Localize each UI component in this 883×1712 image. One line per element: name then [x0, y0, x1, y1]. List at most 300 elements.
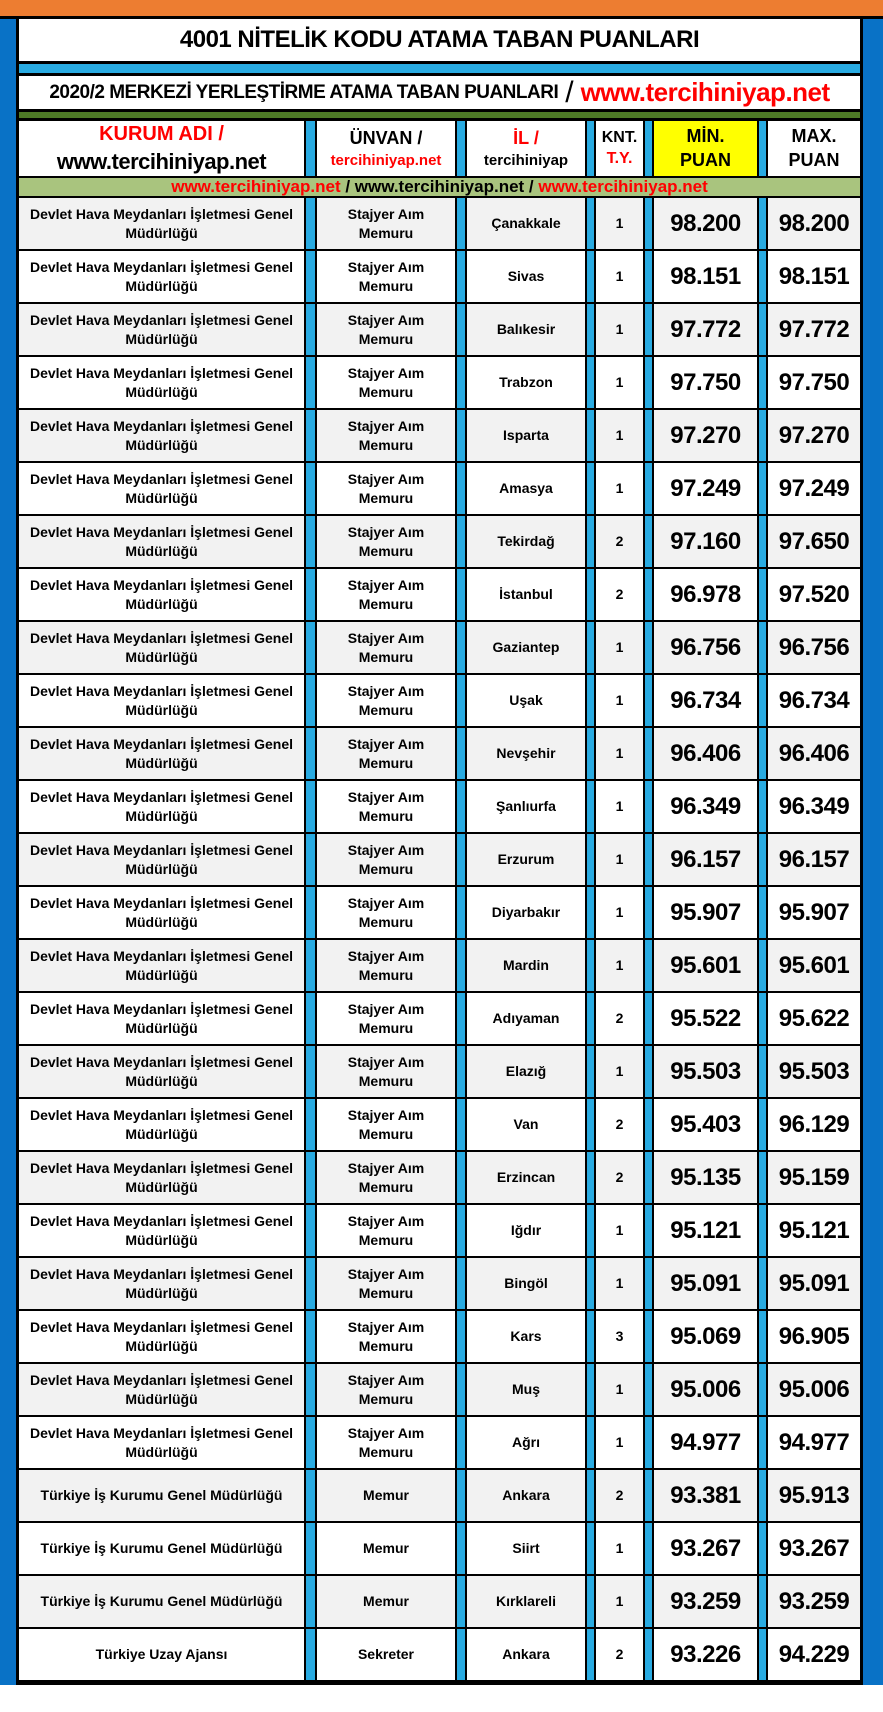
- header-max-puan: [768, 121, 860, 178]
- column-separator: [643, 622, 654, 675]
- column-separator: [304, 1417, 317, 1470]
- min-puan-cell: 95.907: [654, 887, 757, 940]
- unvan-cell: Stajyer Aım Memuru: [317, 463, 455, 516]
- column-separator: [643, 1576, 654, 1629]
- column-separator: [643, 1099, 654, 1152]
- kurum-cell: Devlet Hava Meydanları İşletmesi Genel Müdürlüğü: [19, 622, 304, 675]
- max-puan-cell: 95.006: [768, 1364, 860, 1417]
- knt-cell: 1: [596, 1576, 643, 1629]
- column-separator: [757, 463, 768, 516]
- column-separator: [757, 198, 768, 251]
- max-puan-cell: 96.157: [768, 834, 860, 887]
- kurum-cell: Devlet Hava Meydanları İşletmesi Genel Müdürlüğü: [19, 304, 304, 357]
- knt-cell: 1: [596, 357, 643, 410]
- unvan-cell: Stajyer Aım Memuru: [317, 357, 455, 410]
- min-puan-cell: 93.259: [654, 1576, 757, 1629]
- knt-cell: 1: [596, 198, 643, 251]
- column-separator: [757, 1152, 768, 1205]
- column-separator: [757, 304, 768, 357]
- il-cell: Bingöl: [467, 1258, 585, 1311]
- max-puan-cell: 95.601: [768, 940, 860, 993]
- kurum-cell: Devlet Hava Meydanları İşletmesi Genel Müdürlüğü: [19, 198, 304, 251]
- knt-cell: 2: [596, 1152, 643, 1205]
- unvan-cell: Stajyer Aım Memuru: [317, 675, 455, 728]
- il-cell: Tekirdağ: [467, 516, 585, 569]
- promo-link-2[interactable]: www.tercihiniyap.net: [354, 177, 525, 196]
- cyan-divider: [19, 64, 860, 76]
- column-separator: [585, 1258, 596, 1311]
- knt-cell: 2: [596, 1629, 643, 1682]
- il-cell: Erzurum: [467, 834, 585, 887]
- column-separator: [455, 1523, 467, 1576]
- il-cell: Elazığ: [467, 1046, 585, 1099]
- header-unvan-line1: ÜNVAN /: [349, 128, 423, 148]
- column-separator: [585, 410, 596, 463]
- knt-cell: 2: [596, 516, 643, 569]
- max-puan-cell: 97.249: [768, 463, 860, 516]
- kurum-cell: Devlet Hava Meydanları İşletmesi Genel Müdürlüğü: [19, 251, 304, 304]
- column-separator: [455, 1099, 467, 1152]
- kurum-cell: Türkiye İş Kurumu Genel Müdürlüğü: [19, 1470, 304, 1523]
- column-separator: [455, 1311, 467, 1364]
- column-separator: [304, 1258, 317, 1311]
- header-knt-line1: KNT.: [601, 129, 638, 146]
- column-separator: [643, 1364, 654, 1417]
- column-separator: [455, 1629, 467, 1682]
- column-separator: [643, 887, 654, 940]
- column-separator: [585, 781, 596, 834]
- min-puan-cell: 98.151: [654, 251, 757, 304]
- column-separator: [304, 728, 317, 781]
- column-separator: [643, 516, 654, 569]
- column-separator: [585, 1205, 596, 1258]
- column-separator: [643, 834, 654, 887]
- column-separator: [455, 1470, 467, 1523]
- page-title: [19, 19, 860, 64]
- unvan-cell: Stajyer Aım Memuru: [317, 251, 455, 304]
- min-puan-cell: 95.522: [654, 993, 757, 1046]
- column-separator: [304, 1364, 317, 1417]
- max-puan-cell: 94.977: [768, 1417, 860, 1470]
- knt-cell: 1: [596, 622, 643, 675]
- max-puan-cell: 95.907: [768, 887, 860, 940]
- min-puan-cell: 96.349: [654, 781, 757, 834]
- column-separator: [455, 993, 467, 1046]
- unvan-cell: Stajyer Aım Memuru: [317, 1046, 455, 1099]
- column-separator: [585, 121, 596, 178]
- min-puan-cell: 93.226: [654, 1629, 757, 1682]
- knt-cell: 2: [596, 1099, 643, 1152]
- column-separator: [304, 463, 317, 516]
- column-separator: [304, 675, 317, 728]
- column-separator: [643, 1205, 654, 1258]
- column-separator: [585, 1152, 596, 1205]
- kurum-cell: Türkiye İş Kurumu Genel Müdürlüğü: [19, 1576, 304, 1629]
- column-separator: [585, 1364, 596, 1417]
- orange-top-bar: [0, 0, 883, 19]
- unvan-cell: Stajyer Aım Memuru: [317, 781, 455, 834]
- il-cell: Mardin: [467, 940, 585, 993]
- subtitle-bar: [19, 76, 860, 112]
- column-separator: [585, 675, 596, 728]
- column-separator: [304, 1046, 317, 1099]
- il-cell: Trabzon: [467, 357, 585, 410]
- header-unvan: [317, 121, 455, 178]
- column-separator: [304, 304, 317, 357]
- column-separator: [643, 993, 654, 1046]
- column-separator: [304, 781, 317, 834]
- il-cell: Şanlıurfa: [467, 781, 585, 834]
- column-separator: [455, 940, 467, 993]
- kurum-cell: Devlet Hava Meydanları İşletmesi Genel Müdürlüğü: [19, 728, 304, 781]
- max-puan-cell: 95.159: [768, 1152, 860, 1205]
- column-separator: [455, 1417, 467, 1470]
- min-puan-cell: 98.200: [654, 198, 757, 251]
- min-puan-cell: 96.157: [654, 834, 757, 887]
- column-separator: [304, 622, 317, 675]
- unvan-cell: Stajyer Aım Memuru: [317, 1311, 455, 1364]
- knt-cell: 2: [596, 993, 643, 1046]
- column-separator: [455, 463, 467, 516]
- header-kurum-line1: KURUM ADI /: [99, 122, 224, 145]
- column-separator: [585, 1576, 596, 1629]
- max-puan-cell: 96.406: [768, 728, 860, 781]
- column-separator: [304, 516, 317, 569]
- table-body: [19, 198, 860, 1685]
- header-knt: [596, 121, 643, 178]
- promo-separator-1: /: [340, 177, 355, 196]
- il-cell: Diyarbakır: [467, 887, 585, 940]
- unvan-cell: Stajyer Aım Memuru: [317, 1099, 455, 1152]
- min-puan-cell: 95.403: [654, 1099, 757, 1152]
- kurum-cell: Devlet Hava Meydanları İşletmesi Genel Müdürlüğü: [19, 993, 304, 1046]
- knt-cell: 1: [596, 728, 643, 781]
- column-separator: [643, 781, 654, 834]
- knt-cell: 1: [596, 1258, 643, 1311]
- min-puan-cell: 96.756: [654, 622, 757, 675]
- knt-cell: 1: [596, 1417, 643, 1470]
- il-cell: Kırklareli: [467, 1576, 585, 1629]
- column-separator: [455, 198, 467, 251]
- max-puan-cell: 98.151: [768, 251, 860, 304]
- min-puan-cell: 96.406: [654, 728, 757, 781]
- subtitle-text: 2020/2 MERKEZİ YERLEŞTİRME ATAMA TABAN PUANLARI: [49, 81, 559, 103]
- kurum-cell: Türkiye İş Kurumu Genel Müdürlüğü: [19, 1523, 304, 1576]
- kurum-cell: Devlet Hava Meydanları İşletmesi Genel Müdürlüğü: [19, 1417, 304, 1470]
- column-separator: [455, 1205, 467, 1258]
- column-separator: [304, 1470, 317, 1523]
- il-cell: İstanbul: [467, 569, 585, 622]
- column-separator: [643, 251, 654, 304]
- max-puan-cell: 95.091: [768, 1258, 860, 1311]
- min-puan-cell: 97.750: [654, 357, 757, 410]
- kurum-cell: Devlet Hava Meydanları İşletmesi Genel Müdürlüğü: [19, 781, 304, 834]
- il-cell: Iğdır: [467, 1205, 585, 1258]
- max-puan-cell: 97.750: [768, 357, 860, 410]
- column-separator: [585, 728, 596, 781]
- unvan-cell: Stajyer Aım Memuru: [317, 834, 455, 887]
- min-puan-cell: 95.135: [654, 1152, 757, 1205]
- kurum-cell: Devlet Hava Meydanları İşletmesi Genel Müdürlüğü: [19, 1311, 304, 1364]
- il-cell: Isparta: [467, 410, 585, 463]
- subtitle-separator: /: [565, 75, 574, 109]
- min-puan-cell: 97.249: [654, 463, 757, 516]
- unvan-cell: Stajyer Aım Memuru: [317, 198, 455, 251]
- column-separator: [643, 1523, 654, 1576]
- column-separator: [757, 121, 768, 178]
- min-puan-cell: 95.503: [654, 1046, 757, 1099]
- max-puan-cell: 97.650: [768, 516, 860, 569]
- unvan-cell: Stajyer Aım Memuru: [317, 728, 455, 781]
- column-separator: [304, 993, 317, 1046]
- column-separator: [304, 121, 317, 178]
- max-puan-cell: 96.734: [768, 675, 860, 728]
- promo-link-1[interactable]: www.tercihiniyap.net: [171, 177, 341, 196]
- column-separator: [455, 304, 467, 357]
- column-separator: [757, 1311, 768, 1364]
- kurum-cell: Devlet Hava Meydanları İşletmesi Genel Müdürlüğü: [19, 834, 304, 887]
- knt-cell: 1: [596, 887, 643, 940]
- min-puan-cell: 95.121: [654, 1205, 757, 1258]
- header-kurum-link[interactable]: www.tercihiniyap.net: [56, 148, 267, 174]
- header-min-puan: [654, 121, 757, 178]
- header-il: [467, 121, 585, 178]
- column-separator: [757, 1523, 768, 1576]
- column-separator: [455, 834, 467, 887]
- max-puan-cell: 93.267: [768, 1523, 860, 1576]
- max-puan-cell: 96.129: [768, 1099, 860, 1152]
- il-cell: Erzincan: [467, 1152, 585, 1205]
- kurum-cell: Devlet Hava Meydanları İşletmesi Genel Müdürlüğü: [19, 675, 304, 728]
- header-il-line1: İL /: [513, 128, 539, 148]
- column-separator: [304, 1152, 317, 1205]
- kurum-cell: Devlet Hava Meydanları İşletmesi Genel Müdürlüğü: [19, 1364, 304, 1417]
- min-puan-cell: 97.160: [654, 516, 757, 569]
- knt-cell: 1: [596, 1523, 643, 1576]
- column-separator: [304, 251, 317, 304]
- max-puan-cell: 97.270: [768, 410, 860, 463]
- column-separator: [643, 1470, 654, 1523]
- column-separator: [757, 940, 768, 993]
- il-cell: Sivas: [467, 251, 585, 304]
- il-cell: Çanakkale: [467, 198, 585, 251]
- il-cell: Nevşehir: [467, 728, 585, 781]
- column-separator: [643, 1152, 654, 1205]
- right-border: [863, 19, 883, 1685]
- column-separator: [757, 569, 768, 622]
- column-separator: [455, 887, 467, 940]
- kurum-cell: Devlet Hava Meydanları İşletmesi Genel Müdürlüğü: [19, 940, 304, 993]
- knt-cell: 1: [596, 1205, 643, 1258]
- knt-cell: 1: [596, 834, 643, 887]
- column-separator: [643, 1629, 654, 1682]
- unvan-cell: Stajyer Aım Memuru: [317, 993, 455, 1046]
- il-cell: Kars: [467, 1311, 585, 1364]
- il-cell: Ağrı: [467, 1417, 585, 1470]
- max-puan-cell: 96.349: [768, 781, 860, 834]
- column-separator: [757, 251, 768, 304]
- column-separator: [757, 1417, 768, 1470]
- kurum-cell: Devlet Hava Meydanları İşletmesi Genel Müdürlüğü: [19, 569, 304, 622]
- unvan-cell: Stajyer Aım Memuru: [317, 940, 455, 993]
- max-puan-cell: 93.259: [768, 1576, 860, 1629]
- column-separator: [585, 887, 596, 940]
- unvan-cell: Stajyer Aım Memuru: [317, 1205, 455, 1258]
- max-puan-cell: 94.229: [768, 1629, 860, 1682]
- kurum-cell: Devlet Hava Meydanları İşletmesi Genel Müdürlüğü: [19, 887, 304, 940]
- knt-cell: 1: [596, 1364, 643, 1417]
- column-separator: [304, 1099, 317, 1152]
- column-separator: [585, 1046, 596, 1099]
- il-cell: Ankara: [467, 1629, 585, 1682]
- column-separator: [757, 1470, 768, 1523]
- column-separator: [585, 1311, 596, 1364]
- knt-cell: 2: [596, 1470, 643, 1523]
- unvan-cell: Sekreter: [317, 1629, 455, 1682]
- column-separator: [757, 781, 768, 834]
- column-separator: [643, 1258, 654, 1311]
- unvan-cell: Memur: [317, 1470, 455, 1523]
- column-separator: [757, 1205, 768, 1258]
- kurum-cell: Devlet Hava Meydanları İşletmesi Genel Müdürlüğü: [19, 1205, 304, 1258]
- header-min-line1: MİN.: [686, 126, 725, 146]
- column-separator: [585, 834, 596, 887]
- unvan-cell: Stajyer Aım Memuru: [317, 410, 455, 463]
- unvan-cell: Stajyer Aım Memuru: [317, 1152, 455, 1205]
- column-separator: [304, 198, 317, 251]
- column-separator: [585, 1470, 596, 1523]
- column-separator: [643, 940, 654, 993]
- kurum-cell: Devlet Hava Meydanları İşletmesi Genel Müdürlüğü: [19, 1046, 304, 1099]
- kurum-cell: Devlet Hava Meydanları İşletmesi Genel Müdürlüğü: [19, 1152, 304, 1205]
- knt-cell: 3: [596, 1311, 643, 1364]
- unvan-cell: Stajyer Aım Memuru: [317, 569, 455, 622]
- column-separator: [643, 198, 654, 251]
- column-separator: [455, 1152, 467, 1205]
- column-separator: [455, 516, 467, 569]
- max-puan-cell: 95.503: [768, 1046, 860, 1099]
- knt-cell: 1: [596, 781, 643, 834]
- max-puan-cell: 97.520: [768, 569, 860, 622]
- min-puan-cell: 96.978: [654, 569, 757, 622]
- kurum-cell: Devlet Hava Meydanları İşletmesi Genel Müdürlüğü: [19, 357, 304, 410]
- il-cell: Balıkesir: [467, 304, 585, 357]
- column-separator: [585, 516, 596, 569]
- header-min-line2: PUAN: [679, 150, 731, 170]
- column-separator: [643, 1311, 654, 1364]
- column-headers: [19, 121, 860, 178]
- kurum-cell: Devlet Hava Meydanları İşletmesi Genel Müdürlüğü: [19, 516, 304, 569]
- unvan-cell: Stajyer Aım Memuru: [317, 304, 455, 357]
- il-cell: Ankara: [467, 1470, 585, 1523]
- left-border: [0, 19, 16, 1685]
- max-puan-cell: 98.200: [768, 198, 860, 251]
- column-separator: [757, 834, 768, 887]
- column-separator: [585, 622, 596, 675]
- column-separator: [304, 887, 317, 940]
- header-kurum-adi: [19, 121, 304, 178]
- column-separator: [455, 569, 467, 622]
- column-separator: [643, 1417, 654, 1470]
- knt-cell: 2: [596, 569, 643, 622]
- kurum-cell: Türkiye Uzay Ajansı: [19, 1629, 304, 1682]
- max-puan-cell: 95.913: [768, 1470, 860, 1523]
- knt-cell: 1: [596, 251, 643, 304]
- unvan-cell: Stajyer Aım Memuru: [317, 1417, 455, 1470]
- unvan-cell: Memur: [317, 1576, 455, 1629]
- header-unvan-link[interactable]: tercihiniyap.net: [330, 152, 442, 169]
- column-separator: [455, 410, 467, 463]
- column-separator: [455, 675, 467, 728]
- column-separator: [757, 1364, 768, 1417]
- column-separator: [757, 410, 768, 463]
- page-title-text: 4001 NİTELİK KODU ATAMA TABAN PUANLARI: [179, 26, 700, 53]
- score-table: [16, 19, 863, 1685]
- min-puan-cell: 94.977: [654, 1417, 757, 1470]
- unvan-cell: Stajyer Aım Memuru: [317, 622, 455, 675]
- knt-cell: 1: [596, 940, 643, 993]
- column-separator: [757, 887, 768, 940]
- column-separator: [757, 516, 768, 569]
- knt-cell: 1: [596, 410, 643, 463]
- column-separator: [304, 410, 317, 463]
- kurum-cell: Devlet Hava Meydanları İşletmesi Genel Müdürlüğü: [19, 463, 304, 516]
- il-cell: Muş: [467, 1364, 585, 1417]
- column-separator: [643, 1046, 654, 1099]
- column-separator: [585, 1099, 596, 1152]
- kurum-cell: Devlet Hava Meydanları İşletmesi Genel Müdürlüğü: [19, 1099, 304, 1152]
- column-separator: [455, 251, 467, 304]
- min-puan-cell: 95.091: [654, 1258, 757, 1311]
- column-separator: [643, 304, 654, 357]
- column-separator: [643, 463, 654, 516]
- knt-cell: 1: [596, 675, 643, 728]
- il-cell: Van: [467, 1099, 585, 1152]
- column-separator: [757, 1629, 768, 1682]
- promo-link-3[interactable]: www.tercihiniyap.net: [538, 177, 708, 196]
- olive-divider: [19, 112, 860, 121]
- column-separator: [585, 198, 596, 251]
- column-separator: [757, 675, 768, 728]
- unvan-cell: Stajyer Aım Memuru: [317, 1364, 455, 1417]
- header-max-line2: PUAN: [788, 150, 840, 170]
- column-separator: [585, 940, 596, 993]
- min-puan-cell: 97.772: [654, 304, 757, 357]
- max-puan-cell: 96.756: [768, 622, 860, 675]
- il-cell: Gaziantep: [467, 622, 585, 675]
- column-separator: [757, 1046, 768, 1099]
- promo-row: [19, 178, 860, 198]
- column-separator: [304, 1629, 317, 1682]
- column-separator: [643, 357, 654, 410]
- subtitle-link[interactable]: www.tercihiniyap.net: [580, 77, 830, 107]
- column-separator: [304, 1311, 317, 1364]
- column-separator: [585, 1417, 596, 1470]
- column-separator: [585, 251, 596, 304]
- column-separator: [455, 1046, 467, 1099]
- column-separator: [304, 1205, 317, 1258]
- column-separator: [455, 121, 467, 178]
- column-separator: [304, 940, 317, 993]
- max-puan-cell: 96.905: [768, 1311, 860, 1364]
- unvan-cell: Memur: [317, 1523, 455, 1576]
- kurum-cell: Devlet Hava Meydanları İşletmesi Genel Müdürlüğü: [19, 410, 304, 463]
- column-separator: [304, 1576, 317, 1629]
- max-puan-cell: 95.121: [768, 1205, 860, 1258]
- column-separator: [643, 728, 654, 781]
- il-cell: Siirt: [467, 1523, 585, 1576]
- column-separator: [585, 1629, 596, 1682]
